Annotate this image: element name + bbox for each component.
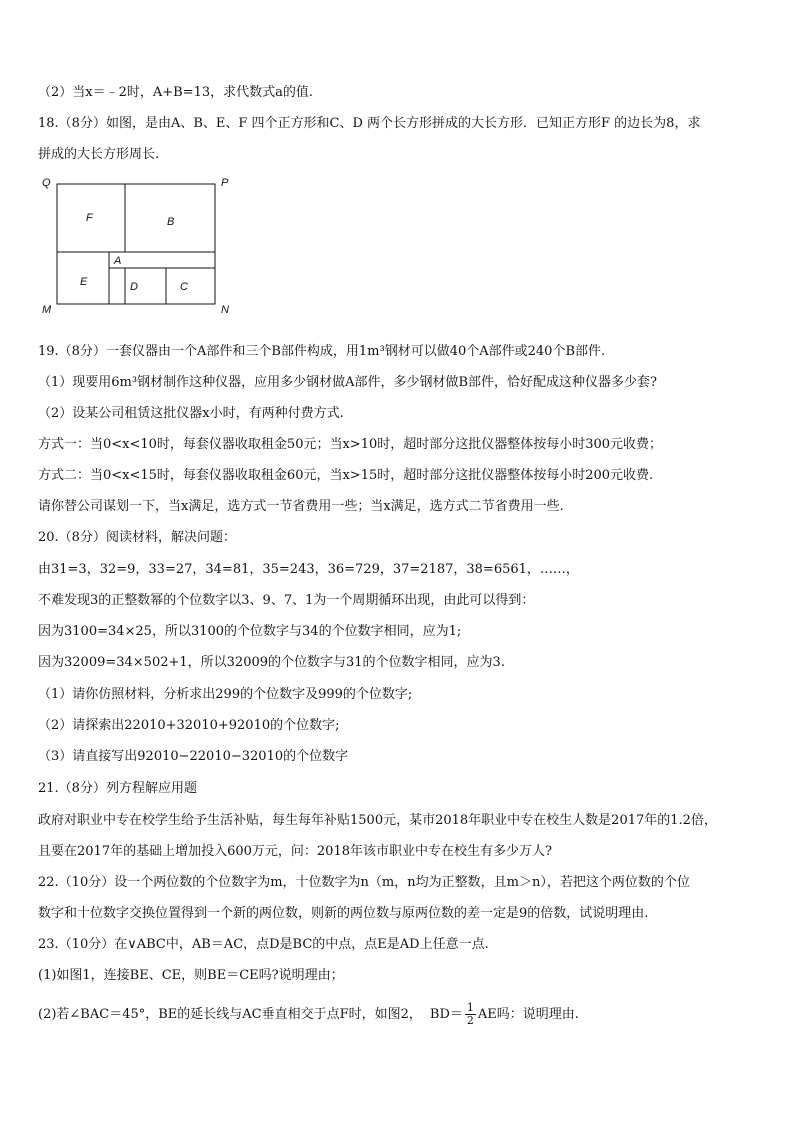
q18-stem-line1: 18.（8分）如图，是由A、B、E、F 四个正方形和C、D 两个长方形拼成的大长方形．已知正方形F 的边长为8，求 — [38, 116, 701, 131]
q20-part3: （3）请直接写出92010−22010−32010的个位数字 — [38, 749, 349, 764]
q19-method1: 方式一：当0<x<10时，每套仪器收取租金50元；当x>10时，超时部分这批仪器整体按每小时300元收费； — [38, 437, 663, 452]
q19-part1: （1）现要用6m³钢材制作这种仪器，应用多少钢材做A部件，多少钢材做B部件，恰好配成这种仪器多少套? — [38, 375, 657, 390]
fraction-one-half — [465, 1002, 476, 1027]
fraction-numerator: 1 — [466, 1001, 474, 1014]
region-label-f: F — [86, 212, 93, 224]
corner-label-n: N — [221, 304, 229, 316]
fraction-denominator: 2 — [466, 1014, 474, 1027]
q21-stem: 21.（8分）列方程解应用题 — [38, 781, 197, 796]
corner-label-m: M — [42, 304, 52, 316]
q20-part2: （2）请探索出22010+32010+92010的个位数字; — [38, 718, 340, 733]
region-label-a: A — [114, 255, 122, 267]
q18-stem-line2: 拼成的大长方形周长. — [38, 147, 160, 162]
q19-method2: 方式二：当0<x<15时，每套仪器收取租金60元，当x>15时，超时部分这批仪器整体按每小时200元收费. — [38, 468, 654, 483]
region-label-d: D — [130, 281, 138, 293]
q22-text-1: 22.（10分）设一个两位数的个位数字为m，十位数字为n（m，n均为正整数，且m＞n），若把这个两位数的个位 — [38, 875, 690, 890]
rectangle-figure — [38, 172, 238, 320]
q20-stem: 20.（8分）阅读材料，解决问题： — [38, 530, 236, 545]
q19-part2: （2）设某公司租赁这批仪器x小时，有两种付费方式. — [38, 406, 344, 421]
region-label-e: E — [80, 276, 88, 288]
q20-material-4: 因为32009=34×502+1，所以32009的个位数字与31的个位数字相同，应为3. — [38, 655, 505, 670]
q20-part1: （1）请你仿照材料，分析求出299的个位数字及999的个位数字; — [38, 687, 413, 702]
q23-part1: (1)如图1，连接BE、CE，则BE＝CE吗?说明理由； — [38, 968, 344, 983]
q20-material-2: 不难发现3的正整数幂的个位数字以3、9、7、1为一个周期循环出现，由此可以得到： — [38, 593, 535, 608]
q23-part2 — [38, 1002, 579, 1027]
q21-text-2: 且要在2017年的基础上增加投入600万元，问：2018年该市职业中专在校生有多少万人? — [38, 844, 552, 859]
region-label-b: B — [167, 216, 175, 228]
q19-conclusion: 请你替公司谋划一下，当x满足，选方式一节省费用一些；当x满足，选方式二节省费用一些. — [38, 499, 564, 514]
q23-part2-text: (2)若∠BAC＝45°，BE的延长线与AC垂直相交于点F时，如图2， — [38, 1006, 422, 1022]
q19-stem: 19.（8分）一套仪器由一个A部件和三个B部件构成，用1m³钢材可以做40个A部件或240个B部件. — [38, 344, 606, 359]
q23-part2-lhs: BD＝ — [429, 1006, 463, 1022]
q23-part2-rhs: AE吗：说明理由. — [477, 1006, 579, 1022]
q21-text-1: 政府对职业中专在校学生给予生活补贴，每生每年补贴1500元，某市2018年职业中专在校生人数是2017年的1.2倍， — [38, 813, 717, 828]
q20-material-3: 因为3100=34×25，所以3100的个位数字与34的个位数字相同，应为1; — [38, 624, 462, 639]
q17-part2: （2）当x＝﹣2时，A+B=13，求代数式a的值. — [38, 85, 314, 100]
q22-text-2: 数字和十位数字交换位置得到一个新的两位数，则新的两位数与原两位数的差一定是9的倍数，试说明理由. — [38, 906, 649, 921]
corner-label-p: P — [221, 177, 229, 189]
region-label-c: C — [180, 281, 188, 293]
q23-stem: 23.（10分）在∨ABC中，AB＝AC，点D是BC的中点，点E是AD上任意一点. — [38, 937, 489, 952]
corner-label-q: Q — [42, 177, 51, 189]
q20-material-1: 由31=3，32=9，33=27，34=81，35=243，36=729，37=2187，38=6561，……， — [38, 562, 579, 577]
